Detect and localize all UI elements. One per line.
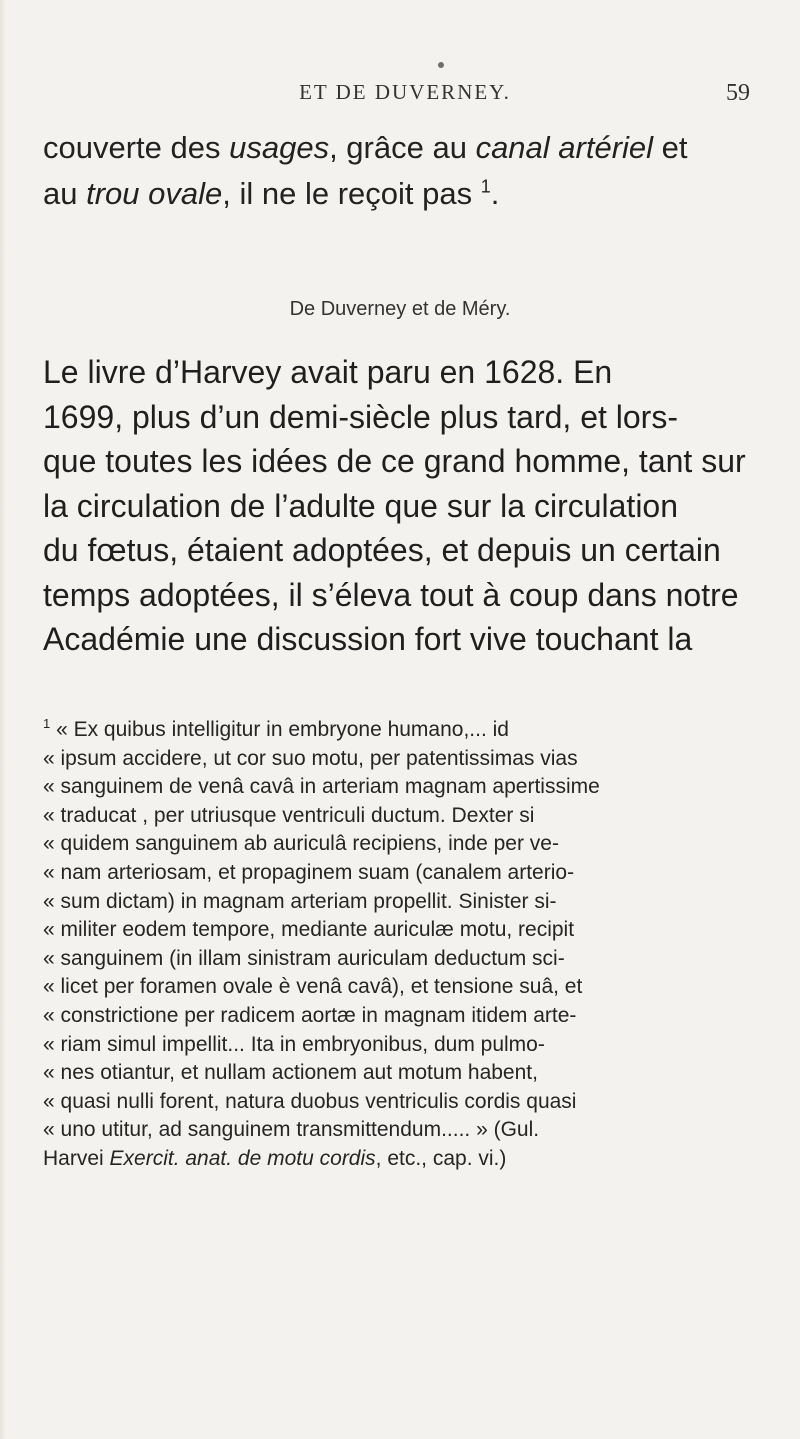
- footnote-line: « nam arteriosam, et propaginem suam (canalem arterio-: [43, 860, 575, 884]
- footnote-reference: 1: [480, 176, 491, 197]
- paragraph-line: que toutes les idées de ce grand homme, tant sur: [43, 443, 746, 479]
- paragraph-line: Le livre d’Harvey avait paru en 1628. En: [43, 354, 613, 390]
- intro-italic-usages: usages: [229, 130, 330, 165]
- intro-line-1: [43, 130, 688, 166]
- footnote-text: « Ex quibus intelligitur in embryone humano,... id: [50, 718, 509, 741]
- footnote-marker: 1: [43, 716, 51, 731]
- footnote-line: [43, 710, 763, 745]
- footnote-line: [43, 1145, 763, 1174]
- footnote-line: « riam simul impellit... Ita in embryonibus, dum pulmo-: [43, 1032, 545, 1056]
- footnote-line: « militer eodem tempore, mediante auriculæ motu, recipit: [43, 918, 575, 942]
- intro-text: au: [43, 176, 87, 211]
- footnote-line: « sanguinem (in illam sinistram auriculam deductum sci-: [43, 946, 565, 970]
- paragraph-line: du fœtus, étaient adoptées, et depuis un certain: [43, 532, 721, 568]
- page-edge: [0, 0, 6, 1439]
- footnote-line: « uno utitur, ad sanguinem transmittendum..... » (Gul.: [43, 1118, 540, 1142]
- intro-italic-canal: canal artériel: [475, 130, 654, 165]
- footnote-line: « ipsum accidere, ut cor suo motu, per patentissimas vias: [43, 746, 578, 770]
- intro-line-2: [43, 176, 499, 212]
- intro-italic-trou: trou ovale: [86, 176, 223, 211]
- ink-dot: [438, 62, 444, 68]
- page-number: 59: [726, 80, 750, 106]
- running-header: [60, 80, 750, 110]
- intro-text: et: [653, 130, 688, 165]
- section-subheading: De Duverney et de Méry.: [289, 298, 511, 320]
- footnote-citation-title: Exercit. anat. de motu cordis: [109, 1146, 376, 1170]
- running-title: ET DE DUVERNEY.: [299, 80, 511, 104]
- paragraph-line: temps adoptées, il s’éleva tout à coup dans notre: [43, 576, 739, 613]
- intro-text: , il ne le reçoit pas: [222, 176, 481, 211]
- intro-text: couverte des: [43, 130, 230, 165]
- footnote-text: Harvei: [43, 1146, 110, 1170]
- footnote-line: « constrictione per radicem aortæ in magnam itidem arte-: [43, 1003, 577, 1027]
- footnote-line: « sanguinem de venâ cavâ in arteriam magnam apertissime: [43, 775, 600, 799]
- body-paragraph: [43, 350, 746, 662]
- footnote-text: , etc., cap. vi.): [375, 1146, 507, 1170]
- paragraph-line: la circulation de l’adulte que sur la circulation: [43, 487, 679, 524]
- intro-text: , grâce au: [329, 130, 476, 165]
- footnote-line: « licet per foramen ovale è venâ cavâ), et tensione suâ, et: [43, 975, 583, 999]
- footnote-line: « traducat , per utriusque ventriculi ductum. Dexter si: [43, 803, 535, 827]
- footnote-line: « quidem sanguinem ab auriculâ recipiens, inde per ve-: [43, 832, 559, 856]
- intro-text: .: [490, 176, 500, 211]
- footnote-line: « sum dictam) in magnam arteriam propellit. Sinister si-: [43, 889, 557, 913]
- footnote: [43, 710, 763, 1174]
- footnote-line: « quasi nulli forent, natura duobus ventriculis cordis quasi: [43, 1089, 577, 1113]
- footnote-line: « nes otiantur, et nullam actionem aut motum habent,: [43, 1061, 538, 1085]
- paragraph-line: Académie une discussion fort vive touchant la: [43, 621, 693, 657]
- paragraph-line: 1699, plus d’un demi-siècle plus tard, et lors-: [43, 398, 678, 435]
